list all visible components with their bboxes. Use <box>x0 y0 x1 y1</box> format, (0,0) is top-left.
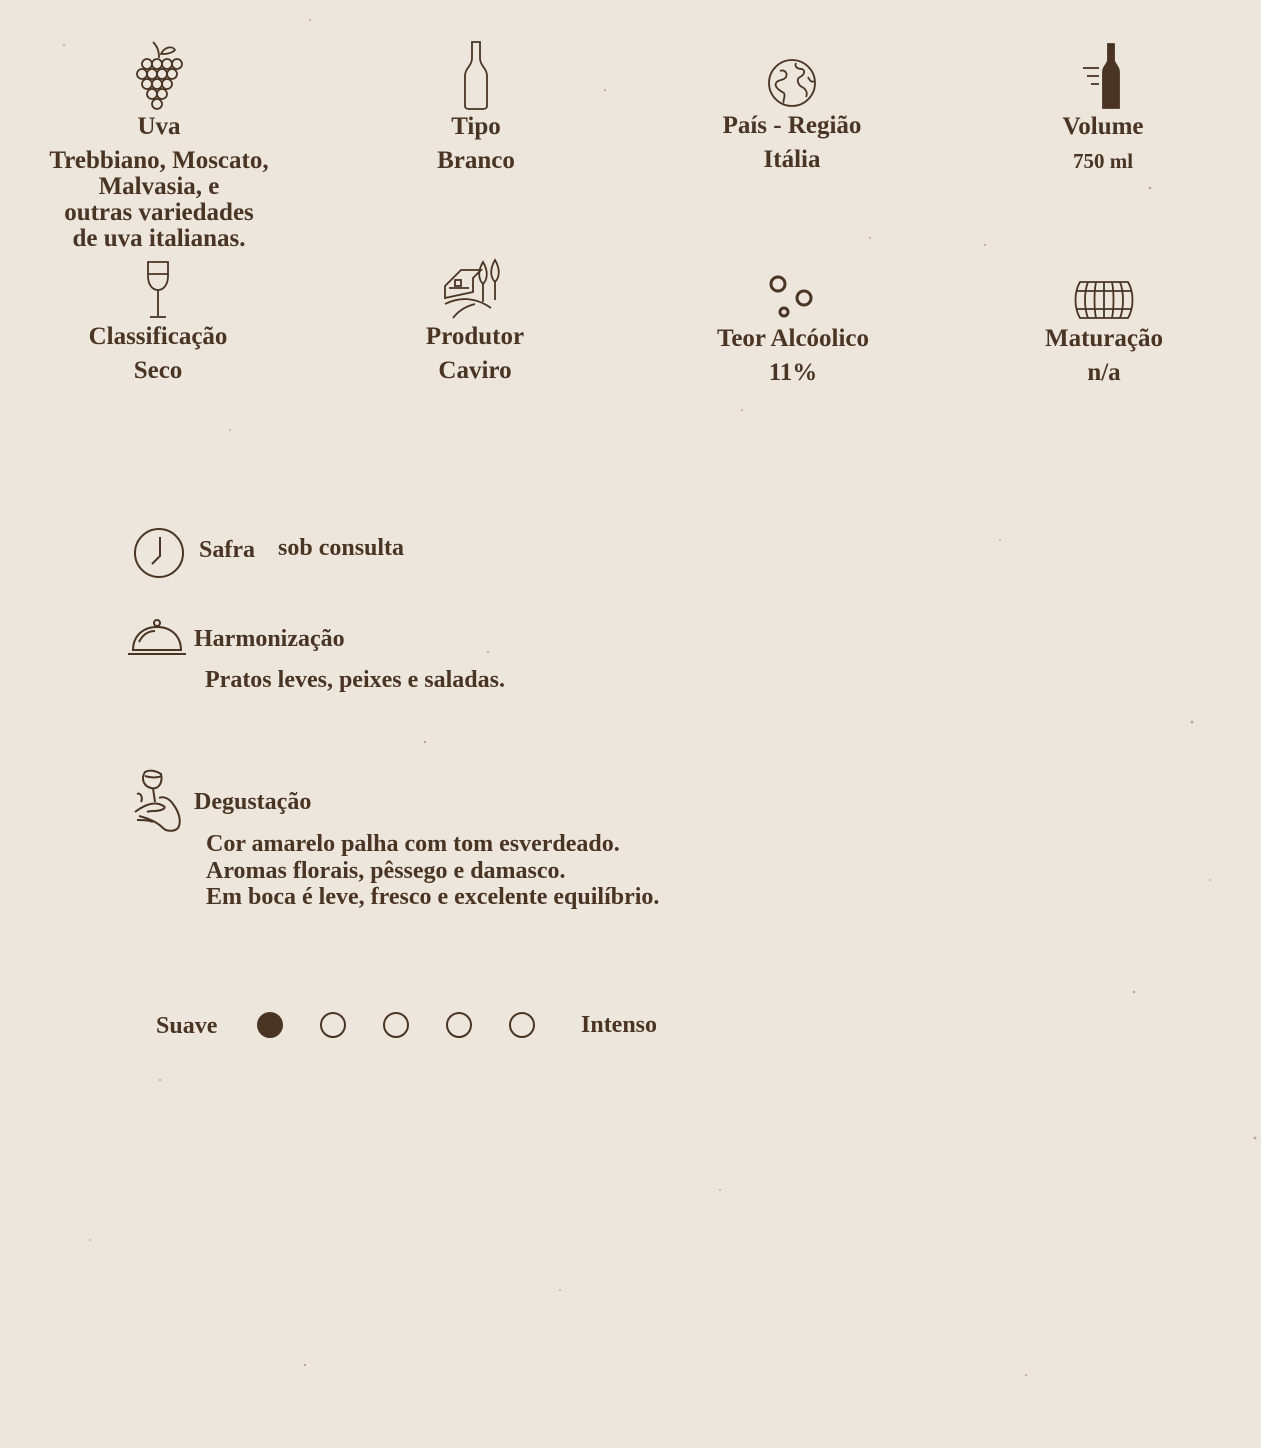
spec-volume <box>948 38 1258 174</box>
harmonizacao-text: Pratos leves, peixes e saladas. <box>205 667 505 693</box>
spec-value: Branco <box>437 147 515 174</box>
spec-value: 11% <box>768 359 818 386</box>
wine-glass-icon <box>3 248 313 320</box>
intensity-min-label: Suave <box>156 1013 218 1039</box>
spec-label: Tipo <box>451 113 501 140</box>
degustacao-line: Cor amarelo palha com tom esverdeado. <box>206 831 620 857</box>
harmonizacao-label: Harmonização <box>194 626 345 652</box>
vineyard-icon <box>320 248 630 320</box>
spec-teor-alcoolico <box>638 250 948 386</box>
bottle-outline-icon <box>321 38 631 110</box>
degustacao-notes <box>206 831 659 911</box>
spec-label: Volume <box>1062 113 1144 140</box>
spec-value: 750 ml <box>1072 149 1134 173</box>
spec-classificacao <box>3 248 313 384</box>
bubbles-icon <box>638 250 948 322</box>
intensity-dot <box>509 1012 535 1038</box>
spec-label: Teor Alcóolico <box>716 325 870 352</box>
intensity-dot <box>320 1012 346 1038</box>
clock-icon <box>132 526 186 580</box>
intensity-dot <box>446 1012 472 1038</box>
spec-value: Trebbiano, Moscato, Malvasia, e outras variedades de uva italianas. <box>49 147 269 252</box>
spec-value: Seco <box>133 357 183 384</box>
cloche-icon <box>127 616 187 658</box>
intensity-dot <box>383 1012 409 1038</box>
spec-label: Classificação <box>88 323 228 350</box>
spec-label: Uva <box>137 113 181 140</box>
grapes-icon <box>4 38 314 110</box>
spec-pais-regiao <box>637 37 947 173</box>
barrel-icon <box>949 250 1259 322</box>
intensity-max-label: Intenso <box>581 1012 658 1038</box>
spec-maturacao <box>949 250 1259 386</box>
intensity-scale <box>156 1008 676 1048</box>
tasting-hand-icon <box>133 768 183 834</box>
intensity-dot <box>257 1012 283 1038</box>
spec-label: País - Região <box>722 112 862 139</box>
spec-label: Produtor <box>425 323 525 350</box>
degustacao-label: Degustação <box>194 789 312 815</box>
spec-produtor <box>320 248 630 384</box>
bottle-volume-icon <box>948 38 1258 110</box>
globe-icon <box>637 37 947 109</box>
safra-label: Safra <box>199 537 255 563</box>
degustacao-line: Em boca é leve, fresco e excelente equilíbrio. <box>206 884 660 910</box>
safra-value: sob consulta <box>278 535 405 561</box>
degustacao-line: Aromas florais, pêssego e damasco. <box>206 857 566 884</box>
spec-label: Maturação <box>1044 325 1164 352</box>
spec-value: n/a <box>1087 359 1121 386</box>
spec-uva <box>4 38 314 252</box>
spec-value: Itália <box>763 146 821 173</box>
spec-value: Caviro <box>438 357 512 384</box>
spec-tipo <box>321 38 631 174</box>
